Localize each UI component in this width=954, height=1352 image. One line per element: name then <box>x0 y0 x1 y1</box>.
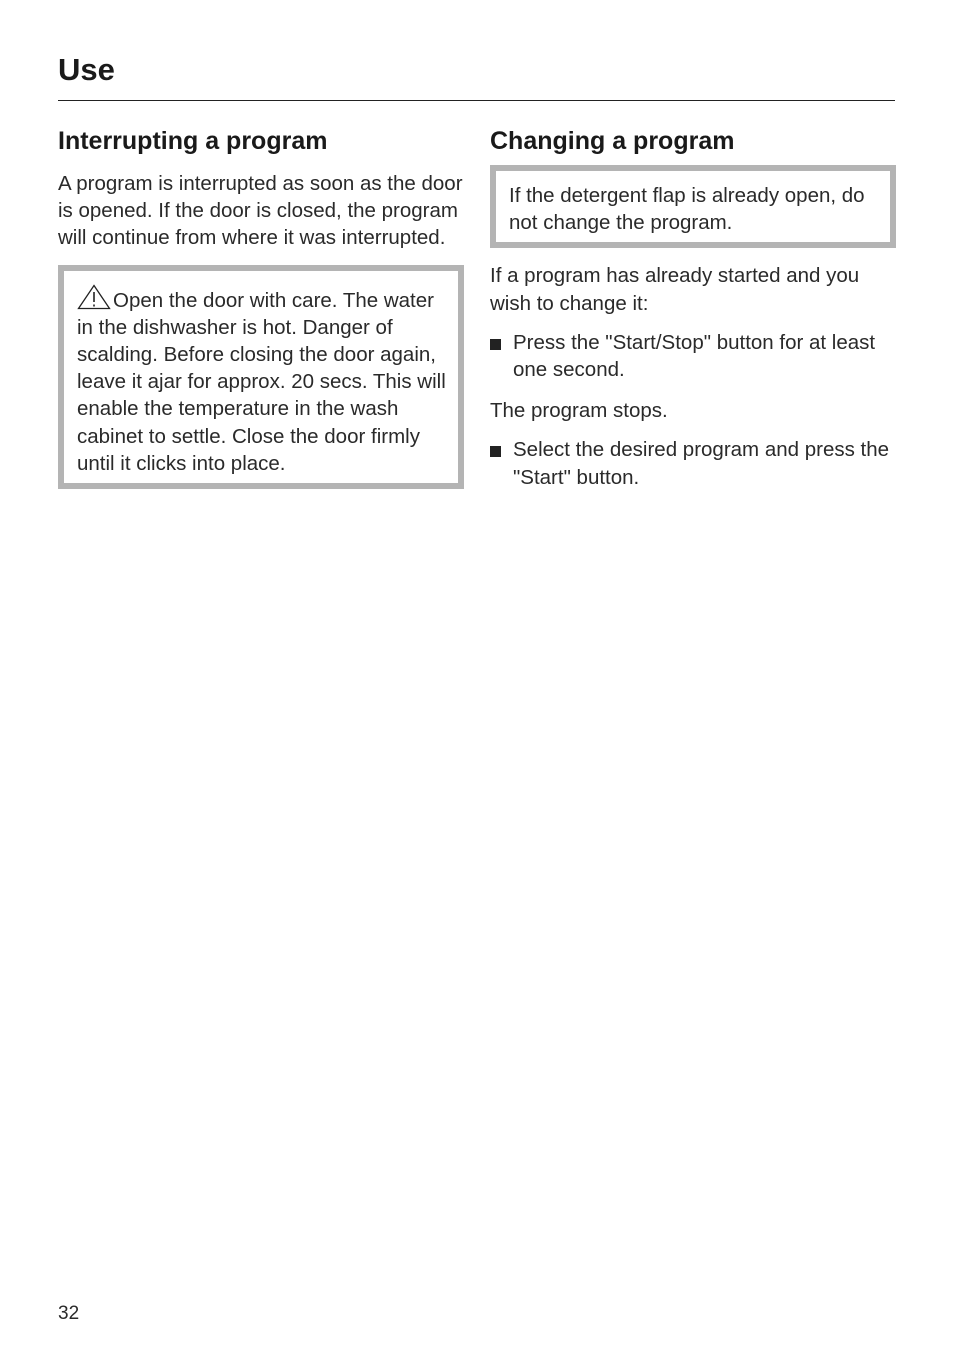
changing-heading: Changing a program <box>490 127 735 155</box>
step-text: Select the desired program and press the "Start" button. <box>513 438 890 489</box>
list-item <box>490 329 896 383</box>
warning-paragraph <box>77 284 446 477</box>
warning-text: Open the door with care. The water in the dishwasher is hot. Danger of scalding. Before closing the door again, leave it ajar for approx. 20 secs. This will enable the temperature in the wash cabinet to settle. Close the door firmly until it clicks into place. <box>77 288 446 475</box>
page-number: 32 <box>58 1303 80 1324</box>
note-box <box>490 165 896 248</box>
interrupting-heading: Interrupting a program <box>58 127 328 155</box>
note-text: If the detergent flap is already open, do not change the program. <box>509 184 865 235</box>
interrupting-intro: A program is interrupted as soon as the door is opened. If the door is closed, the program will continue from where it was interrupted. <box>58 172 463 250</box>
warning-box <box>58 265 464 489</box>
warning-triangle-icon <box>77 284 111 310</box>
changing-intro: If a program has already started and you wish to change it: <box>490 264 860 315</box>
section-interrupting <box>58 124 464 489</box>
step-text: Press the "Start/Stop" button for at least one second. <box>513 330 876 382</box>
bullet-square-icon <box>490 339 501 350</box>
steps-list-1 <box>490 329 896 383</box>
list-item <box>490 436 896 490</box>
result-text: The program stops. <box>490 399 668 423</box>
section-changing <box>490 124 896 491</box>
steps-list-2 <box>490 436 896 490</box>
bullet-square-icon <box>490 446 501 457</box>
page-title: Use <box>58 52 115 87</box>
title-divider <box>58 100 895 101</box>
